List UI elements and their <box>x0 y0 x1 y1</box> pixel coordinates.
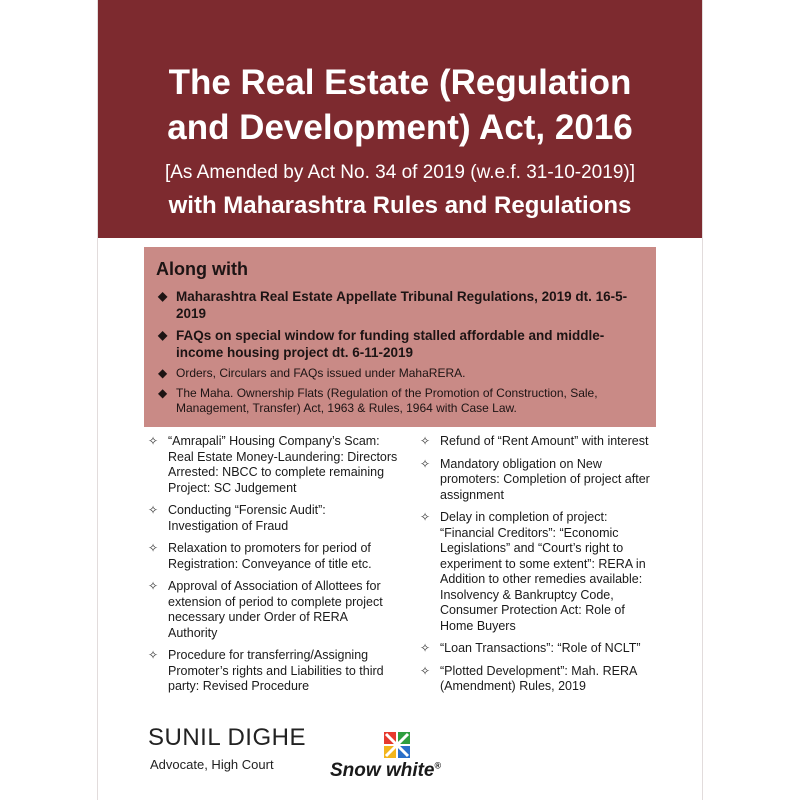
book-subtitle: with Maharashtra Rules and Regulations <box>168 192 632 219</box>
title-band <box>98 0 702 238</box>
book-cover <box>98 0 702 800</box>
diamond-bullet-icon: ◆ <box>158 386 168 400</box>
cross-bullet-icon: ✧ <box>420 456 431 471</box>
list-item: ✧ Mandatory obligation on New promoters: Completion of project after assignment <box>420 456 650 502</box>
snow-white-logo-icon <box>382 730 412 760</box>
list-item: ✧ Conducting “Forensic Audit”: Investigation of Fraud <box>148 503 326 533</box>
cross-bullet-icon: ✧ <box>148 434 159 448</box>
publisher-logo <box>330 730 470 790</box>
cross-bullet-icon: ✧ <box>148 648 159 662</box>
along-with-list <box>156 288 642 416</box>
cross-bullet-icon: ✧ <box>420 663 431 678</box>
cross-bullet-icon: ✧ <box>420 434 431 448</box>
book-title-line-1: The Real Estate (Regulation <box>168 63 632 102</box>
list-item: ✧ Procedure for transferring/Assigning Promoter’s rights and Liabilities to third party: Revised Procedure <box>148 648 384 693</box>
list-item: ◆ Maharashtra Real Estate Appellate Tribunal Regulations, 2019 dt. 16-5-2019 <box>158 289 628 321</box>
cross-bullet-icon: ✧ <box>148 503 159 517</box>
list-item: ◆ The Maha. Ownership Flats (Regulation of the Promotion of Construction, Sale, Management, Transfer) Act, 1963 & Rules, 1964 with Case Law. <box>158 386 598 415</box>
author-name: SUNIL DIGHE <box>148 724 306 751</box>
cross-bullet-icon: ✧ <box>148 541 159 555</box>
topics-right-column <box>420 434 660 702</box>
list-item: ✧ Relaxation to promoters for period of Registration: Conveyance of title etc. <box>148 541 372 571</box>
topics-left-column <box>148 434 398 702</box>
list-item: ✧ “Plotted Development”: Mah. RERA (Amendment) Rules, 2019 <box>420 663 637 693</box>
list-item: ✧ “Loan Transactions”: “Role of NCLT” <box>420 641 641 655</box>
diamond-bullet-icon: ◆ <box>158 366 168 380</box>
along-with-heading: Along with <box>156 259 248 279</box>
book-title-line-2: and Development) Act, 2016 <box>167 108 633 147</box>
diamond-bullet-icon: ◆ <box>158 289 168 303</box>
cross-bullet-icon: ✧ <box>148 579 159 593</box>
list-item: ◆ FAQs on special window for funding stalled affordable and middle-income housing project dt. 6-11-2019 <box>158 328 605 360</box>
amendment-note: [As Amended by Act No. 34 of 2019 (w.e.f. 31-10-2019)] <box>164 162 635 183</box>
list-item: ◆ Orders, Circulars and FAQs issued under MahaRERA. <box>158 366 466 380</box>
cross-bullet-icon: ✧ <box>420 510 431 524</box>
list-item: ✧ Approval of Association of Allottees for extension of period to complete project necessary under Order of RERA Authority <box>148 579 383 640</box>
list-item: ✧ Refund of “Rent Amount” with interest <box>420 434 649 448</box>
author-role: Advocate, High Court <box>150 757 274 772</box>
list-item: ✧ Delay in completion of project: “Financial Creditors”: “Economic Legislations” and “Court’s right to experiment to some extent”: RERA in Addition to other remedies available: Insolvency & Bankruptcy Code, Consumer Protection Act: Role of Home Buyers <box>420 510 646 633</box>
diamond-bullet-icon: ◆ <box>158 328 168 342</box>
publisher-name: Snow white® <box>330 760 442 781</box>
list-item: ✧ “Amrapali” Housing Company’s Scam: Real Estate Money-Laundering: Directors Arrested: NBCC to complete remaining Project: SC Judgement <box>148 434 398 495</box>
along-with-box <box>144 247 656 427</box>
cross-bullet-icon: ✧ <box>420 641 431 655</box>
